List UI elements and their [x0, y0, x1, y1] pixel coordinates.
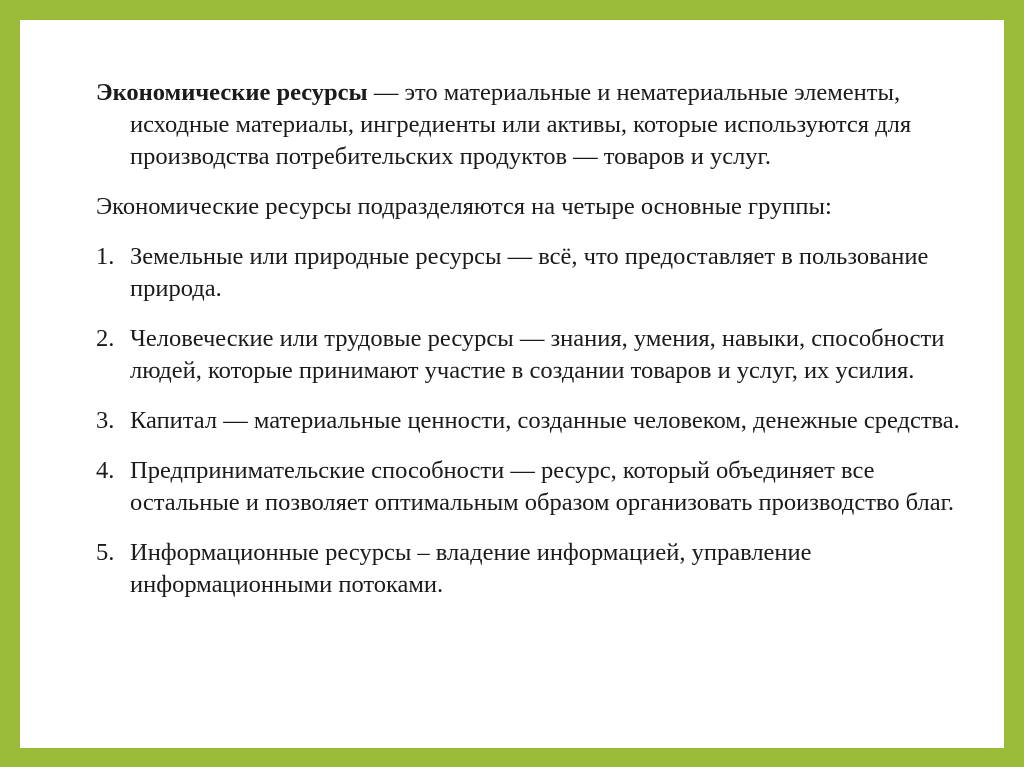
list-item-text: Предпринимательские способности — ресурс, который объединяет все остальные и позволяет оптимальным образом организовать производство благ. [130, 457, 955, 516]
list-item-text: Капитал — материальные ценности, созданные человеком, денежные средства. [130, 407, 960, 434]
list-item [96, 455, 976, 519]
slide-content [96, 77, 976, 619]
list-item [96, 405, 976, 437]
definition-text: — это материальные и нематериальные элементы, исходные материалы, ингредиенты или активы, которые используются для производства потребительских продуктов — товаров и услуг. [130, 79, 912, 170]
list-item-text: Земельные или природные ресурсы — всё, что предоставляет в пользование природа. [130, 243, 929, 302]
list-item-text: Информационные ресурсы – владение информацией, управление информационными потоками. [130, 539, 812, 598]
list-item-number: 4. [96, 457, 115, 484]
intro-paragraph: Экономические ресурсы подразделяются на четыре основные группы: [96, 193, 832, 220]
list-item-text: Человеческие или трудовые ресурсы — знания, умения, навыки, способности людей, которые принимают участие в создании товаров и услуг, их усилия. [130, 325, 945, 384]
definition-term: Экономические ресурсы [96, 79, 368, 106]
list-item-number: 3. [96, 407, 115, 434]
resource-groups-list [96, 241, 976, 601]
list-item-number: 1. [96, 243, 115, 270]
list-item [96, 241, 976, 305]
definition-paragraph [96, 77, 976, 173]
list-item [96, 323, 976, 387]
list-item-number: 2. [96, 325, 115, 352]
list-item [96, 537, 976, 601]
slide [20, 20, 1004, 748]
list-item-number: 5. [96, 539, 115, 566]
